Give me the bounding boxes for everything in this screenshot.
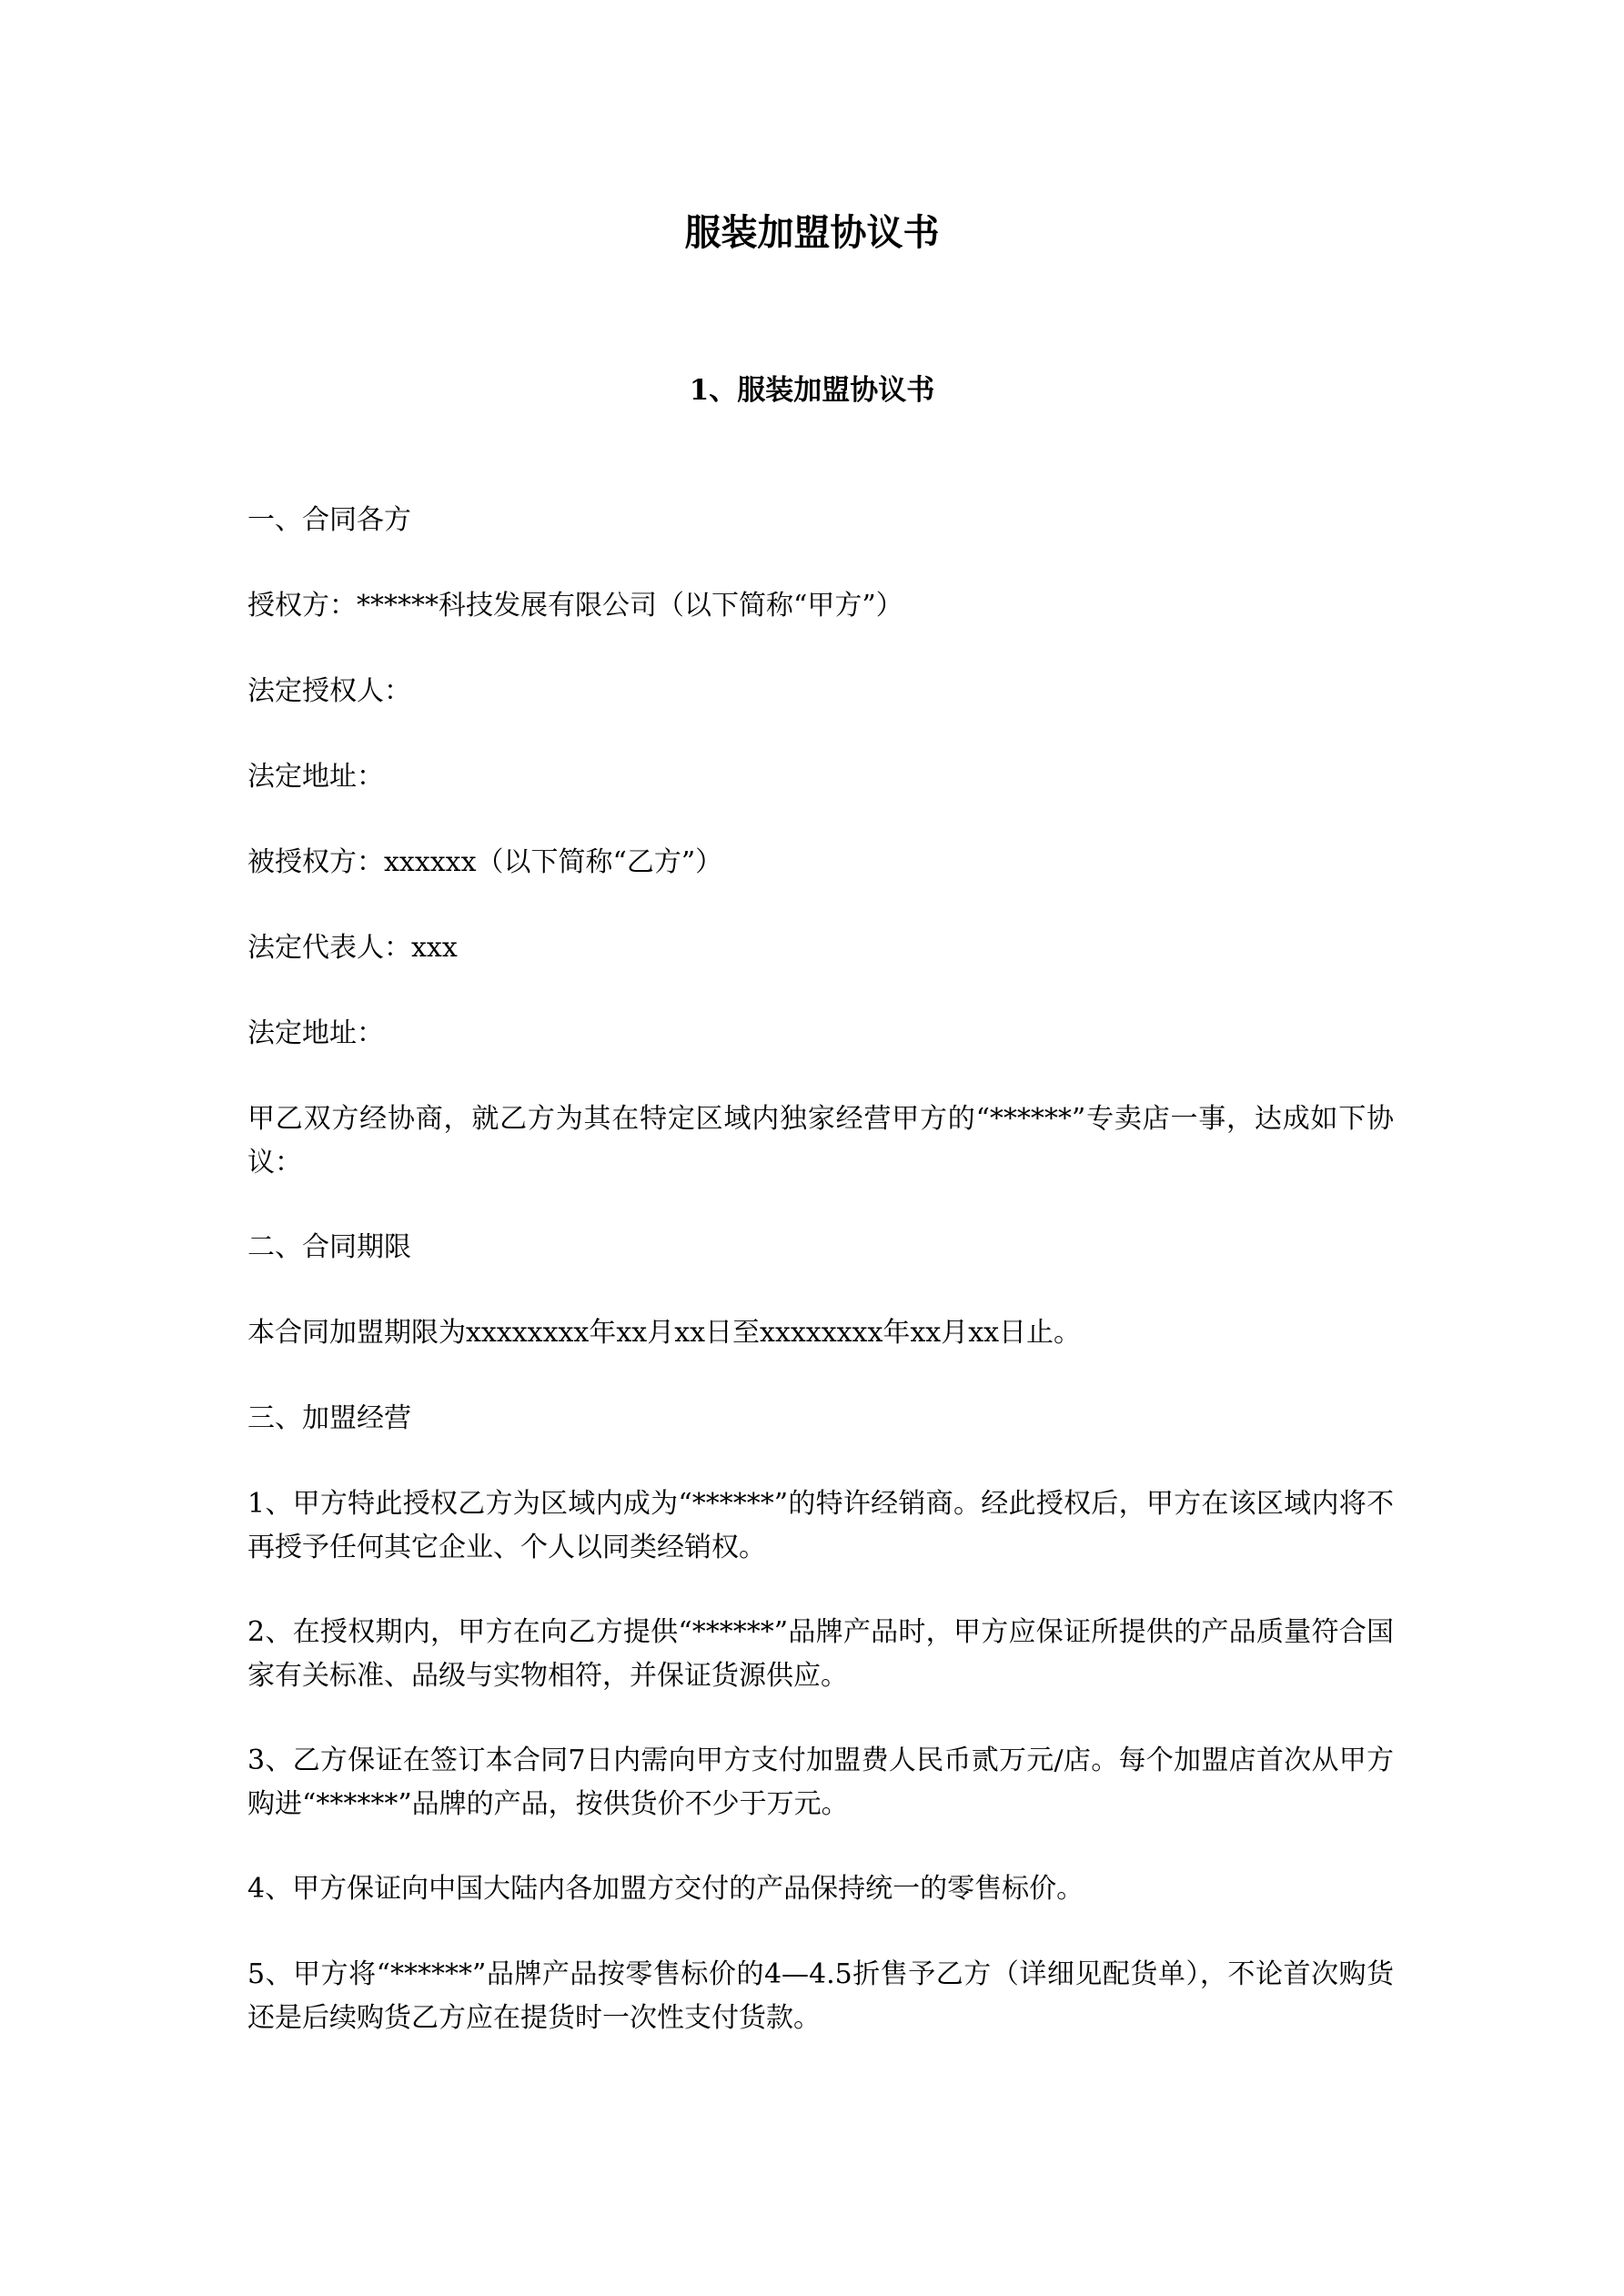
paragraph-licensor-legal-person: 法定授权人： <box>247 675 411 707</box>
section-heading-parties: 一、合同各方 <box>247 504 411 536</box>
paragraph-licensee: 被授权方：xxxxxx（以下简称“乙方”） <box>247 846 723 878</box>
document-title: 服装加盟协议书 <box>684 211 940 254</box>
clause-2: 2、在授权期内，甲方在向乙方提供“******”品牌产品时，甲方应保证所提供的产品质量符合国家有关标准、品级与实物相符，并保证货源供应。 <box>247 1616 1394 1692</box>
paragraph-term: 本合同加盟期限为xxxxxxxx年xx月xx日至xxxxxxxx年xx月xx日止。 <box>247 1317 1082 1349</box>
section-heading-franchise: 三、加盟经营 <box>247 1402 411 1434</box>
paragraph-licensee-representative: 法定代表人：xxx <box>247 932 458 964</box>
paragraph-licensor-address: 法定地址： <box>247 761 384 793</box>
clause-5: 5、甲方将“******”品牌产品按零售标价的4—4.5折售予乙方（详细见配货单），不论首次购货还是后续购货乙方应在提货时一次性支付货款。 <box>247 1958 1394 2034</box>
paragraph-agreement-intro: 甲乙双方经协商，就乙方为其在特定区域内独家经营甲方的“******”专卖店一事，达成如下协议： <box>247 1103 1394 1178</box>
paragraph-licensee-address: 法定地址： <box>247 1017 384 1049</box>
paragraph-licensor: 授权方：******科技发展有限公司（以下简称“甲方”） <box>247 590 903 622</box>
clause-1: 1、甲方特此授权乙方为区域内成为“******”的特许经销商。经此授权后，甲方在该区域内将不再授予任何其它企业、个人以同类经销权。 <box>247 1488 1394 1563</box>
document-subtitle: 1、服装加盟协议书 <box>689 374 935 407</box>
clause-3: 3、乙方保证在签订本合同7日内需向甲方支付加盟费人民币贰万元/店。每个加盟店首次从甲方购进“******”品牌的产品，按供货价不少于万元。 <box>247 1745 1394 1820</box>
clause-4: 4、甲方保证向中国大陆内各加盟方交付的产品保持统一的零售标价。 <box>247 1873 1084 1905</box>
section-heading-term: 二、合同期限 <box>247 1231 411 1263</box>
